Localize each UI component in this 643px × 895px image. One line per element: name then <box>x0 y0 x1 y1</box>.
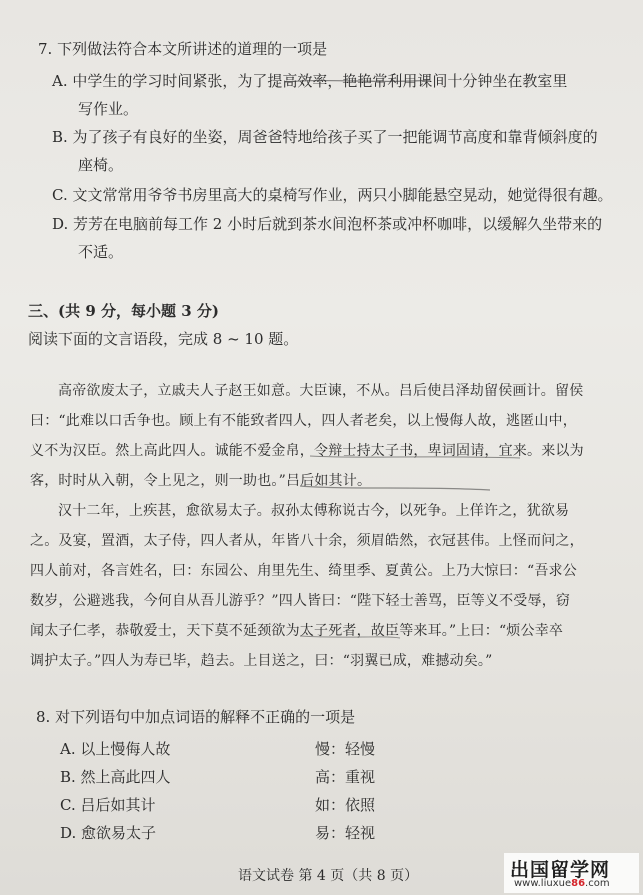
q7-option-c: C. 文文常常用爷爷书房里高大的桌椅写作业，两只小脚能悬空晃动，她觉得很有趣。 <box>52 186 613 204</box>
q8-stem: 8. 对下列语句中加点词语的解释不正确的一项是 <box>36 708 356 726</box>
q8-option-meaning: 易：轻视 <box>315 824 376 842</box>
q7-option-d: D. 芳芳在电脑前每工作 2 小时后就到茶水间泡杯茶或冲杯咖啡，以缓解久坐带来的 <box>52 215 603 233</box>
q8-option-row <box>60 794 390 814</box>
passage-line: 闻太子仁孝，恭敬爱士，天下莫不延颈欲为太子死者，故臣等来耳。”上曰：“烦公幸卒 <box>30 623 564 639</box>
section-3-instruction: 阅读下面的文言语段，完成 8 ~ 10 题。 <box>28 330 299 348</box>
passage-line: 数岁，公避逃我，今何自从吾儿游乎？”四人皆曰：“陛下轻士善骂，臣等义不受辱，窃 <box>30 593 571 609</box>
q8-option-row <box>60 822 390 842</box>
passage-line: 客，时时从入朝，令上见之，则一助也。”吕后如其计。 <box>30 473 372 489</box>
q8-option-meaning: 高：重视 <box>315 768 376 786</box>
q8-option-text: D. 愈欲易太子 <box>60 824 157 842</box>
q7-option-a: A. 中学生的学习时间紧张，为了提高效率，艳艳常利用课间十分钟坐在教室里 <box>52 72 568 90</box>
passage-line: 高帝欲废太子，立戚夫人子赵王如意。大臣谏，不从。吕后使吕泽劫留侯画计。留侯 <box>58 383 584 399</box>
watermark-url: www.liuxue86.com <box>514 878 610 889</box>
q7-option-a-cont: 写作业。 <box>78 100 139 118</box>
passage-line: 之。及宴，置酒，太子侍，四人者从，年皆八十余，须眉皓然，衣冠甚伟。上怪而问之， <box>30 533 584 549</box>
q8-option-row <box>60 766 390 786</box>
section-3-heading: 三、(共 9 分，每小题 3 分) <box>28 302 219 320</box>
q8-option-text: A. 以上慢侮人故 <box>60 740 171 758</box>
q8-option-meaning: 如：依照 <box>315 796 376 814</box>
q8-option-text: C. 吕后如其计 <box>60 796 156 814</box>
q7-option-b: B. 为了孩子有良好的坐姿，周爸爸特地给孩子买了一把能调节高度和靠背倾斜度的 <box>52 128 598 146</box>
passage-line: 汉十二年，上疾甚，愈欲易太子。叔孙太傅称说古今，以死争。上佯许之，犹欲易 <box>58 503 570 519</box>
q7-option-b-cont: 座椅。 <box>78 156 124 174</box>
site-watermark <box>504 853 639 893</box>
q8-option-text: B. 然上高此四人 <box>60 768 171 786</box>
q8-option-meaning: 慢：轻慢 <box>315 740 376 758</box>
passage-line: 调护太子。”四人为寿已毕，趋去。上目送之，曰：“羽翼已成，难撼动矣。” <box>30 653 493 669</box>
q7-option-d-cont: 不适。 <box>78 243 124 261</box>
watermark-title: 出国留学网 <box>510 859 611 881</box>
q8-option-row <box>60 738 390 758</box>
passage-line: 义不为汉臣。然上高此四人。诚能不爱金帛，令辩士持太子书，卑词固请，宜来。来以为 <box>30 443 584 459</box>
page-footer: 语文试卷 第 4 页（共 8 页） <box>238 868 419 884</box>
passage-line: 四人前对，各言姓名，曰：东园公、甪里先生、绮里季、夏黄公。上乃大惊曰：“吾求公 <box>30 563 577 579</box>
q7-stem: 7. 下列做法符合本文所讲述的道理的一项是 <box>38 40 328 58</box>
passage-line: 曰：“此难以口舌争也。顾上有不能致者四人，四人者老矣，以上慢侮人故，逃匿山中， <box>30 413 577 429</box>
